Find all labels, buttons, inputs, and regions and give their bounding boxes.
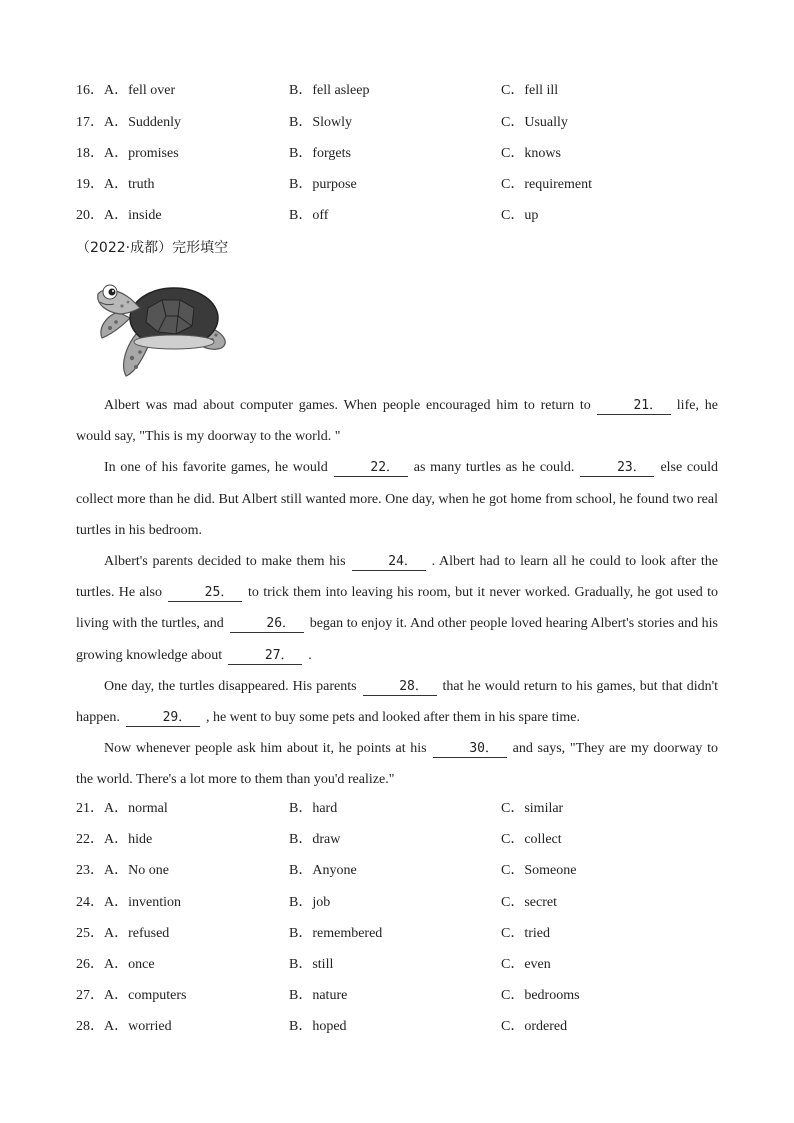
option-c: C．knows [501, 146, 561, 161]
option-a: 23．A．No one [76, 863, 169, 878]
option-c: C．even [501, 957, 551, 972]
text: began to enjoy it. And other people loved hearing Albert's stories and his growing knowledge about [76, 616, 718, 663]
blank-23: 23． [580, 460, 654, 477]
cloze-passage [76, 390, 718, 796]
question-row-16 [76, 81, 726, 101]
blank-24: 24． [352, 554, 426, 571]
blank-22: 22． [334, 460, 408, 477]
question-row-24 [76, 893, 726, 913]
question-row-27 [76, 986, 726, 1006]
option-a: 25．A．refused [76, 926, 170, 941]
option-c: C．similar [501, 801, 564, 816]
option-b: B．purpose [289, 177, 357, 192]
text: One day, the turtles disappeared. His parents [104, 678, 357, 694]
option-a: 21．A．normal [76, 801, 168, 816]
option-b: B．Anyone [289, 863, 357, 878]
section-heading: （2022·成都）完形填空 [76, 240, 229, 256]
text: Albert was mad about computer games. When people encouraged him to return to [104, 398, 591, 413]
option-b: B．fell asleep [289, 83, 370, 98]
option-b: B．hard [289, 801, 338, 816]
paragraph-1 [76, 390, 718, 452]
text: In one of his favorite games, he would [104, 460, 328, 476]
question-row-20 [76, 206, 726, 226]
option-b: B．remembered [289, 926, 383, 941]
question-row-18 [76, 144, 726, 164]
text: . [308, 647, 312, 663]
blank-26: 26． [230, 616, 304, 633]
blank-30: 30． [433, 741, 507, 758]
text: that he would return to his games, but that didn't happen. [76, 678, 718, 726]
option-b: B．draw [289, 832, 341, 847]
text: else could collect more than he did. But Albert still wanted more. One day, when he got home from school, he found two real turtles in his bedroom. [76, 460, 718, 538]
option-c: C．up [501, 208, 539, 223]
option-c: C．ordered [501, 1019, 568, 1034]
blank-21: 21． [597, 398, 671, 415]
option-a: 24．A．invention [76, 895, 181, 910]
text: life, he would say, "This is my doorway to the world. " [76, 398, 718, 445]
turtle-illustration [96, 272, 230, 380]
text: and says, "They are my doorway to the world. There's a lot more to them than you'd realize." [76, 741, 718, 788]
question-row-26 [76, 955, 726, 975]
option-a: 27．A．computers [76, 988, 187, 1003]
text: Albert's parents decided to make them his [104, 554, 346, 570]
blank-25: 25． [168, 585, 242, 602]
option-b: B．job [289, 895, 331, 910]
question-row-23 [76, 861, 726, 881]
option-a: 20．A．inside [76, 208, 162, 223]
option-b: B．Slowly [289, 115, 353, 130]
text: , he went to buy some pets and looked after them in his spare time. [205, 710, 580, 726]
option-b: B．nature [289, 988, 348, 1003]
option-c: C．Usually [501, 115, 568, 130]
question-row-25 [76, 924, 726, 944]
question-row-19 [76, 175, 726, 195]
paragraph-2 [76, 452, 718, 546]
option-c: C．fell ill [501, 83, 559, 98]
text: as many turtles as he could. [413, 460, 575, 476]
paragraph-4 [76, 671, 718, 733]
option-b: B．off [289, 208, 329, 223]
option-a: 17．A．Suddenly [76, 115, 181, 130]
question-row-21 [76, 799, 726, 819]
option-a: 26．A．once [76, 957, 155, 972]
blank-27: 27． [228, 648, 302, 665]
option-c: C．collect [501, 832, 562, 847]
option-c: C．secret [501, 895, 557, 910]
option-a: 22．A．hide [76, 832, 153, 847]
option-a: 19．A．truth [76, 177, 155, 192]
blank-28: 28． [363, 679, 437, 696]
option-c: C．requirement [501, 177, 592, 192]
option-c: C．bedrooms [501, 988, 580, 1003]
text: Now whenever people ask him about it, he points at his [104, 741, 427, 757]
option-b: B．hoped [289, 1019, 347, 1034]
option-a: 28．A．worried [76, 1019, 172, 1034]
option-a: 18．A．promises [76, 146, 179, 161]
option-b: B．still [289, 957, 334, 972]
text: to trick them into leaving his room, but it never worked. Gradually, he got used to living with the turtles, and [76, 585, 719, 632]
option-a: 16．A．fell over [76, 83, 176, 98]
question-row-17 [76, 113, 726, 133]
option-b: B．forgets [289, 146, 351, 161]
option-c: C．tried [501, 926, 550, 941]
question-row-22 [76, 830, 726, 850]
option-c: C．Someone [501, 863, 577, 878]
text: . Albert had to learn all he could to look after the turtles. He also [76, 554, 718, 601]
question-row-28 [76, 1017, 726, 1037]
blank-29: 29． [126, 710, 200, 727]
paragraph-5 [76, 733, 718, 795]
paragraph-3 [76, 546, 718, 671]
